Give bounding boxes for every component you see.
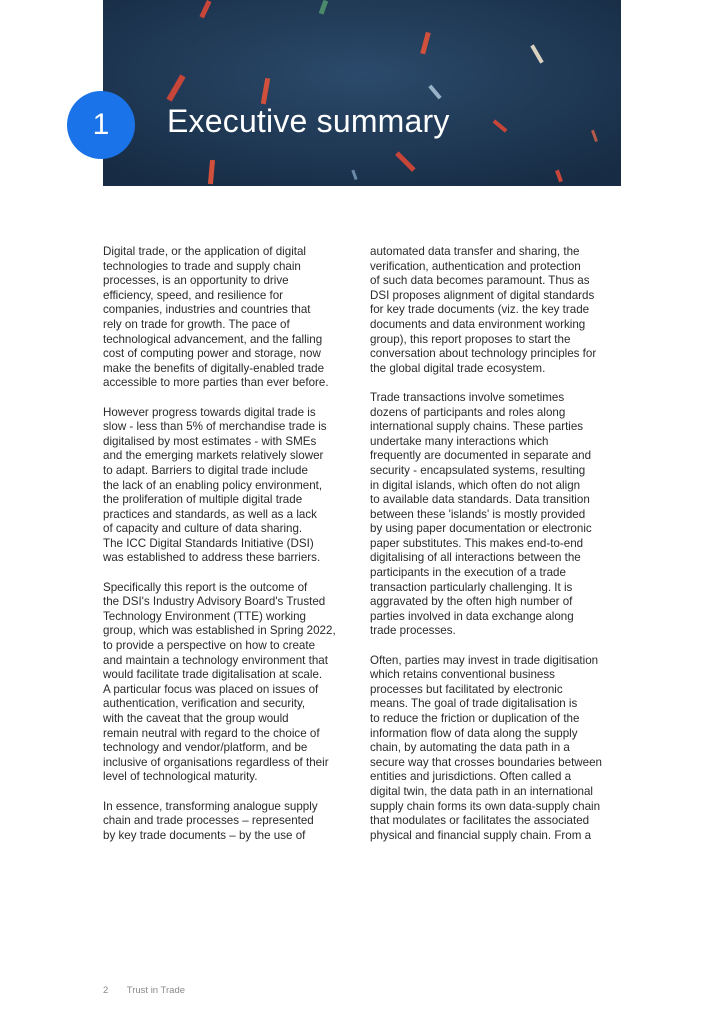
paragraph: Specifically this report is the outcome of the DSI's Industry Advisory Board's Trusted Technology Environment (TTE) working group, which was established in Spring 2022, to provide a perspective on how to create and maintain a technology environment that would facilitate trade digitalisation at scale. A particular focus was placed on issues of authentication, verification and security, with the caveat that the group would remain neutral with regard to the choice of technology and vendor/platform, and be inclusive of organisations regardless of their level of technological maturity. [103,580,336,784]
hero-image-ships [103,0,621,186]
right-column [370,245,622,858]
chapter-number: 1 [92,108,110,141]
paragraph: Digital trade, or the application of digital technologies to trade and supply chain processes, is an opportunity to drive efficiency, speed, and resilience for companies, industries and countries that rely on trade for growth. The pace of technological advancement, and the falling cost of computing power and storage, now make the benefits of digitally-enabled trade accessible to more parties than ever before. [103,245,329,390]
paragraph: However progress towards digital trade is slow - less than 5% of merchandise trade is digitalised by most estimates - with SMEs and the emerging markets relatively slower to adapt. Barriers to digital trade include the lack of an enabling policy environment, the proliferation of multiple digital trade practices and standards, as well as a lack of capacity and culture of data sharing. The ICC Digital Standards Initiative (DSI) was established to address these barriers. [103,405,327,565]
ships-illustration [103,0,621,186]
chapter-title: Executive summary [167,103,450,139]
page-number: 2 [103,985,109,996]
paragraph: Trade transactions involve sometimes dozens of participants and roles along international supply chains. These parties undertake many interactions which frequently are documented in separate and security - encapsulated systems, resulting in digital islands, which often do not align to available data standards. Data transition between these 'islands' is mostly provided by using paper documentation or electronic paper substitutes. This makes end-to-end digitalising of all interactions between the participants in the execution of a trade transaction particularly challenging. It is aggravated by the often high number of parties involved in data exchange along trade processes. [370,390,592,638]
left-column [103,245,355,858]
paragraph: In essence, transforming analogue supply chain and trade processes – represented by key trade documents – by the use of [103,799,318,842]
paragraph: automated data transfer and sharing, the verification, authentication and protection of such data becomes paramount. Thus as DSI proposes alignment of digital standards for key trade documents (viz. the key trade documents and data environment working group), this report proposes to start the conversation about technology principles for the global digital trade ecosystem. [370,245,597,375]
paragraph: Often, parties may invest in trade digitisation which retains conventional business processes but facilitated by electronic means. The goal of trade digitalisation is to reduce the friction or duplication of the information flow of data along the supply chain, by automating the data path in a secure way that crosses boundaries between entities and jurisdictions. Often called a digital twin, the data path in an international supply chain forms its own data-supply chain that modulates or facilitates the associated physical and financial supply chain. From a [370,653,603,842]
page-footer [103,985,185,996]
chapter-number-badge [67,91,135,159]
publication-name: Trust in Trade [126,985,186,996]
